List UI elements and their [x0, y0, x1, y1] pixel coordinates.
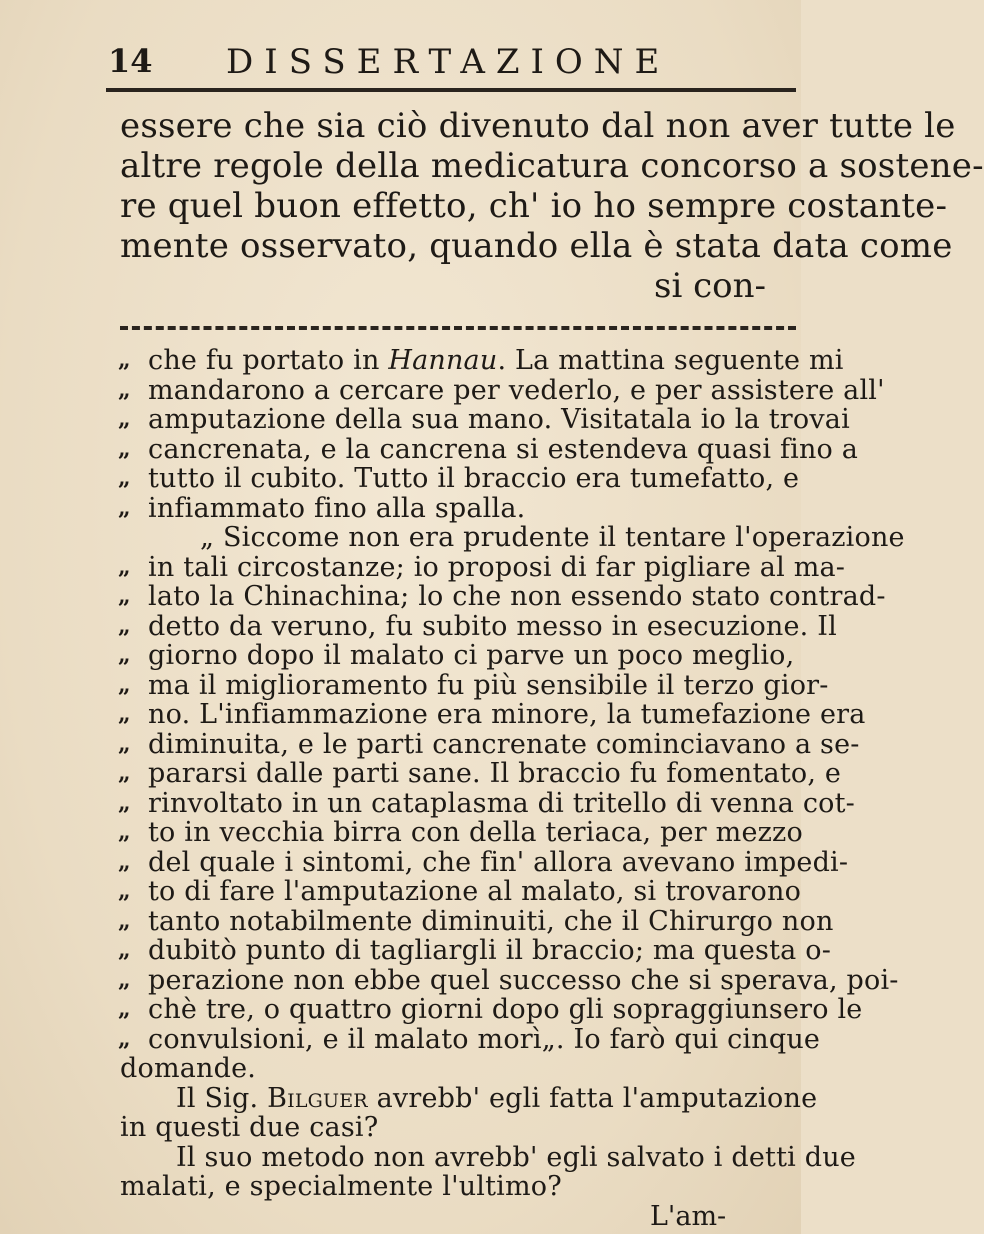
- quoted-line: to di fare l'amputazione al malato, si trovarono: [148, 876, 802, 907]
- quote-mark: „: [118, 494, 131, 521]
- quoted-line: tanto notabilmente diminuiti, che il Chirurgo non: [148, 905, 834, 937]
- text-line: altre regole della medicatura concorso a sostene-: [120, 146, 984, 186]
- quote-mark: „: [118, 878, 131, 904]
- quoted-line: cancrenata, e la cancrena si estendeva quasi fino a: [148, 433, 859, 465]
- page-number: 14: [108, 42, 153, 80]
- quote-mark: „: [118, 347, 131, 373]
- quote-mark: „: [118, 789, 131, 816]
- quoted-line: diminuita, e le parti cancrenate cominciavano a se-: [148, 728, 860, 760]
- running-title: DISSERTAZIONE: [226, 42, 671, 82]
- quoted-line: del quale i sintomi, che fin' allora avevano impedi-: [148, 846, 849, 878]
- quote-mark: „: [118, 1025, 131, 1052]
- quote-mark: „: [118, 553, 131, 580]
- quoted-line: mandarono a cercare per vederlo, e per assistere all': [148, 374, 885, 406]
- quoted-line: ma il miglioramento fu più sensibile il terzo gior-: [148, 669, 829, 701]
- quote-mark: „: [118, 406, 131, 432]
- text-line: re quel buon effetto, ch' io ho sempre costante-: [120, 186, 948, 226]
- quote-mark: „: [118, 583, 131, 609]
- quoted-line: chè tre, o quattro giorni dopo gli sopraggiunsero le: [148, 994, 863, 1025]
- quote-mark: „: [118, 907, 131, 934]
- closing-line: Il suo metodo non avrebb' egli salvato i detti due: [176, 1141, 856, 1173]
- quoted-line: lato la Chinachina; lo che non essendo stato contrad-: [148, 581, 886, 612]
- quoted-line: no. L'infiammazione era minore, la tumefazione era: [148, 699, 866, 730]
- quote-mark: „: [118, 937, 131, 963]
- quoted-line: amputazione della sua mano. Visitatala io la trovai: [148, 404, 850, 435]
- quote-mark: „: [118, 701, 131, 727]
- quote-mark: „: [118, 612, 131, 639]
- quote-mark: „: [118, 671, 131, 698]
- quoted-line: „ Siccome non era prudente il tentare l'operazione: [200, 522, 905, 553]
- quote-mark: „: [118, 642, 131, 668]
- quoted-line: dubitò punto di tagliargli il braccio; ma questa o-: [148, 935, 832, 966]
- place-name: Hannau: [388, 345, 498, 376]
- closing-line: domande.: [120, 1053, 257, 1084]
- quoted-line: to in vecchia birra con della teriaca, per mezzo: [148, 817, 803, 848]
- quoted-line: giorno dopo il malato ci parve un poco meglio,: [148, 640, 795, 671]
- quote-mark: „: [118, 848, 131, 875]
- quoted-line: perazione non ebbe quel successo che si sperava, poi-: [148, 964, 899, 996]
- text-line: mente osservato, quando ella è stata data come: [120, 226, 953, 266]
- quoted-line: tutto il cubito. Tutto il braccio era tumefatto, e: [148, 463, 800, 494]
- quote-mark: „: [118, 465, 131, 491]
- quote-mark: „: [118, 435, 131, 462]
- quote-mark: „: [118, 966, 131, 993]
- quoted-line: rinvoltato in un cataplasma di tritello di venna cot-: [148, 787, 855, 819]
- author-name: Bilguer: [267, 1082, 368, 1114]
- quote-mark: „: [118, 996, 131, 1022]
- quote-mark: „: [118, 760, 131, 786]
- quoted-line: che fu portato in Hannau. La mattina seguente mi: [148, 345, 844, 376]
- quoted-line: in tali circostanze; io proposi di far pigliare al ma-: [148, 551, 846, 583]
- catchword: L'am-: [650, 1200, 727, 1232]
- section-separator: [120, 326, 796, 330]
- quoted-line: infiammato fino alla spalla.: [148, 492, 526, 524]
- quoted-line: convulsioni, e il malato morì„. Io farò qui cinque: [148, 1023, 821, 1055]
- closing-line: in questi due casi?: [120, 1112, 379, 1143]
- quoted-line: detto da veruno, fu subito messo in esecuzione. Il: [148, 610, 837, 642]
- quoted-line: pararsi dalle parti sane. Il braccio fu fomentato, e: [148, 758, 842, 789]
- text-line: essere che sia ciò divenuto dal non aver tutte le: [120, 106, 956, 146]
- closing-line: malati, e specialmente l'ultimo?: [120, 1171, 562, 1202]
- quote-mark: „: [118, 819, 131, 845]
- catchword: si con-: [654, 266, 767, 306]
- closing-line: Il Sig. Bilguer avrebb' egli fatta l'amputazione: [176, 1082, 818, 1114]
- quote-mark: „: [118, 376, 131, 403]
- page-header: [106, 40, 796, 92]
- quote-mark: „: [118, 730, 131, 757]
